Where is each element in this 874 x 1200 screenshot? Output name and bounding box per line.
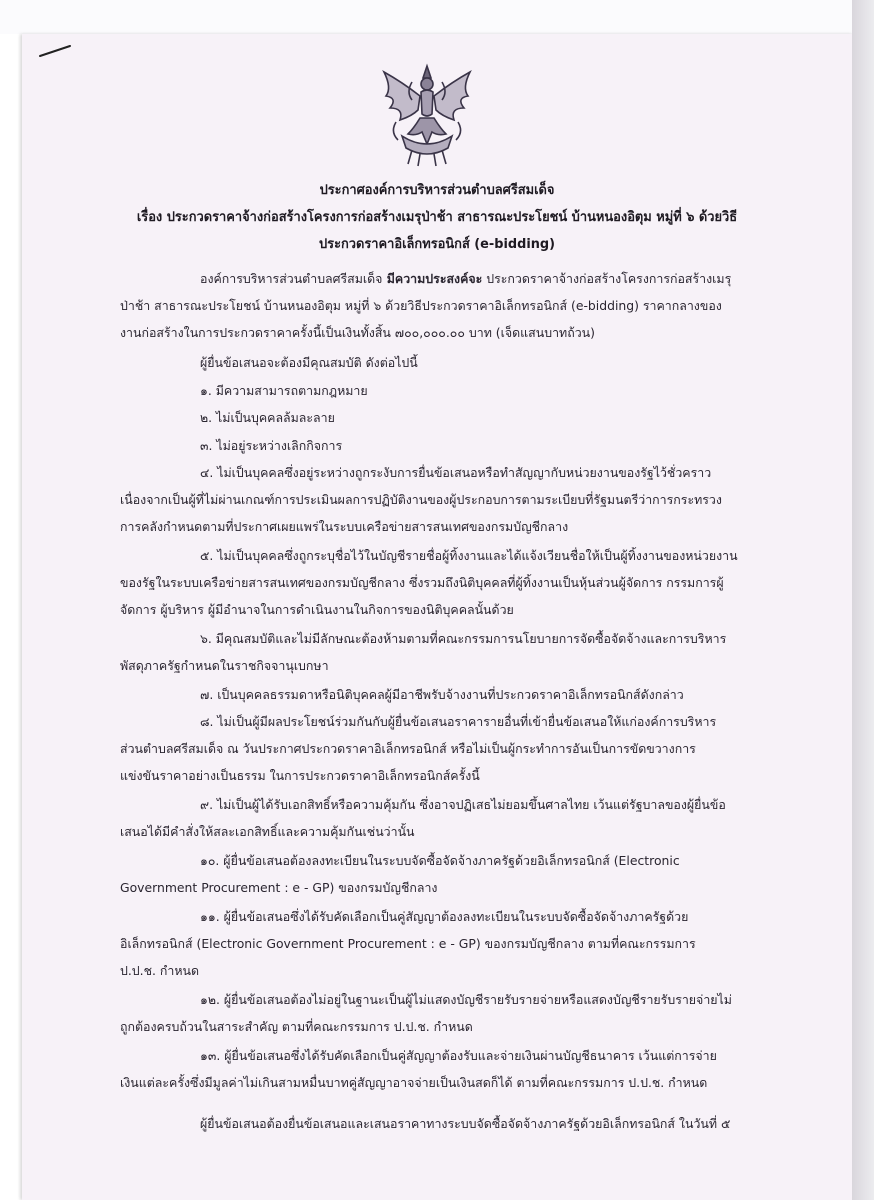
qualification-line: ๑๐. ผู้ยื่นข้อเสนอต้องลงทะเบียนในระบบจัดซื้อจัดจ้างภาครัฐด้วยอิเล็กทรอนิกส์ (Electronic — [200, 853, 680, 868]
qualification-line: ของรัฐในระบบเครือข่ายสารสนเทศของกรมบัญชีกลาง ซึ่งรวมถึงนิติบุคคลที่ผู้ทิ้งงานเป็นหุ้นส่วนผู้จัดการ กรรมการผู้ — [120, 575, 724, 590]
announcement-subject-line-2: ประกวดราคาอิเล็กทรอนิกส์ (e-bidding) — [318, 236, 556, 252]
closing-line: ผู้ยื่นข้อเสนอต้องยื่นข้อเสนอและเสนอราคาทางระบบจัดซื้อจัดจ้างภาครัฐด้วยอิเล็กทรอนิกส์ ในวันที่ ๕ — [200, 1116, 731, 1131]
qualification-line: เสนอได้มีคำสั่งให้สละเอกสิทธิ์และความคุ้มกันเช่นว่านั้น — [120, 824, 415, 839]
qualification-line: เงินแต่ละครั้งซึ่งมีมูลค่าไม่เกินสามหมื่นบาทคู่สัญญาอาจจ่ายเป็นเงินสดก็ได้ ตามที่คณะกรรมการ ป.ป.ช. กำหนด — [120, 1075, 708, 1090]
qualification-line: ๑๓. ผู้ยื่นข้อเสนอซึ่งได้รับคัดเลือกเป็นคู่สัญญาต้องรับและจ่ายเงินผ่านบัญชีธนาคาร เว้นแต่การจ่าย — [200, 1048, 717, 1063]
qualification-line: ถูกต้องครบถ้วนในสาระสำคัญ ตามที่คณะกรรมการ ป.ป.ช. กำหนด — [120, 1019, 473, 1034]
qualification-line: ๖. มีคุณสมบัติและไม่มีลักษณะต้องห้ามตามที่คณะกรรมการนโยบายการจัดซื้อจัดจ้างและการบริหาร — [200, 631, 727, 646]
qualification-line: ๕. ไม่เป็นบุคคลซึ่งถูกระบุชื่อไว้ในบัญชีรายชื่อผู้ทิ้งงานและได้แจ้งเวียนชื่อให้เป็นผู้ทิ้งงานของหน่วยงาน — [200, 548, 738, 563]
qualification-line: ๘. ไม่เป็นผู้มีผลประโยชน์ร่วมกันกับผู้ยื่นข้อเสนอราคารายอื่นที่เข้ายื่นข้อเสนอให้แก่องค์การบริหาร — [200, 714, 717, 729]
qualification-line: แข่งขันราคาอย่างเป็นธรรม ในการประกวดราคาอิเล็กทรอนิกส์ครั้งนี้ — [120, 768, 480, 783]
intro-line-1 — [200, 273, 731, 285]
qualification-line: เนื่องจากเป็นผู้ที่ไม่ผ่านเกณฑ์การประเมินผลการปฏิบัติงานของผู้ประกอบการตามระเบียบที่รัฐมนตรีว่าการกระทรวง — [120, 492, 722, 507]
intro-project: ประกวดราคาจ้างก่อสร้างโครงการก่อสร้างเมรุ — [482, 271, 732, 286]
qualification-line: ๑๑. ผู้ยื่นข้อเสนอซึ่งได้รับคัดเลือกเป็นคู่สัญญาต้องลงทะเบียนในระบบจัดซื้อจัดจ้างภาครัฐด้วย — [200, 909, 689, 924]
intro-organization: องค์การบริหารส่วนตำบลศรีสมเด็จ — [200, 271, 383, 286]
qualification-line: ส่วนตำบลศรีสมเด็จ ณ วันประกาศประกวดราคาอิเล็กทรอนิกส์ หรือไม่เป็นผู้กระทำการอันเป็นการขัดขวางการ — [120, 741, 696, 756]
qualification-line: พัสดุภาครัฐกำหนดในราชกิจจานุเบกษา — [120, 658, 329, 673]
qualifications-heading: ผู้ยื่นข้อเสนอจะต้องมีคุณสมบัติ ดังต่อไปนี้ — [200, 355, 418, 370]
qualification-line: ๙. ไม่เป็นผู้ได้รับเอกสิทธิ์หรือความคุ้มกัน ซึ่งอาจปฏิเสธไม่ยอมขึ้นศาลไทย เว้นแต่รัฐบาลของผู้ยื่นข้อ — [200, 797, 726, 812]
qualification-line: ๓. ไม่อยู่ระหว่างเลิกกิจการ — [200, 438, 343, 453]
garuda-emblem-icon — [372, 62, 482, 170]
qualification-line: การคลังกำหนดตามที่ประกาศเผยแพร่ในระบบเครือข่ายสารสนเทศของกรมบัญชีกลาง — [120, 519, 569, 534]
qualification-line: ๒. ไม่เป็นบุคคลล้มละลาย — [200, 410, 335, 425]
page-right-edge — [852, 0, 874, 1200]
qualification-line: จัดการ ผู้บริหาร ผู้มีอำนาจในการดำเนินงานในกิจการของนิติบุคคลนั้นด้วย — [120, 602, 514, 617]
qualification-line: ๗. เป็นบุคคลธรรมดาหรือนิติบุคคลผู้มีอาชีพรับจ้างงานที่ประกวดราคาอิเล็กทรอนิกส์ดังกล่าว — [200, 687, 684, 702]
intro-intent: มีความประสงค์จะ — [382, 271, 483, 286]
pen-stroke-mark — [38, 44, 72, 58]
qualification-line: ป.ป.ช. กำหนด — [120, 963, 200, 978]
qualification-line: ๔. ไม่เป็นบุคคลซึ่งอยู่ระหว่างถูกระงับการยื่นข้อเสนอหรือทำสัญญากับหน่วยงานของรัฐไว้ชั่วคราว — [200, 465, 712, 480]
announcement-subject-line-1: เรื่อง ประกวดราคาจ้างก่อสร้างโครงการก่อสร้างเมรุป่าช้า สาธารณะประโยชน์ บ้านหนองอิตุม หมู่ที่ ๖ ด้วยวิธี — [136, 209, 738, 225]
qualification-line: ๑. มีความสามารถตามกฎหมาย — [200, 383, 368, 398]
intro-line-3: งานก่อสร้างในการประกวดราคาครั้งนี้เป็นเงินทั้งสิ้น ๗๐๐,๐๐๐.๐๐ บาท (เจ็ดแสนบาทถ้วน) — [120, 325, 595, 340]
qualification-line: อิเล็กทรอนิกส์ (Electronic Government Procurement : e - GP) ของกรมบัญชีกลาง ตามที่คณะกรรมการ — [120, 936, 696, 951]
qualification-line: ๑๒. ผู้ยื่นข้อเสนอต้องไม่อยู่ในฐานะเป็นผู้ไม่แสดงบัญชีรายรับรายจ่ายหรือแสดงบัญชีรายรับรายจ่ายไม่ — [200, 992, 732, 1007]
announcement-title: ประกาศองค์การบริหารส่วนตำบลศรีสมเด็จ — [319, 182, 555, 198]
page-top-margin — [0, 0, 874, 34]
intro-line-2: ป่าช้า สาธารณะประโยชน์ บ้านหนองอิตุม หมู่ที่ ๖ ด้วยวิธีประกวดราคาอิเล็กทรอนิกส์ (e-bidding) ราคากลางของ — [120, 298, 722, 313]
qualification-line: Government Procurement : e - GP) ของกรมบัญชีกลาง — [120, 880, 438, 895]
